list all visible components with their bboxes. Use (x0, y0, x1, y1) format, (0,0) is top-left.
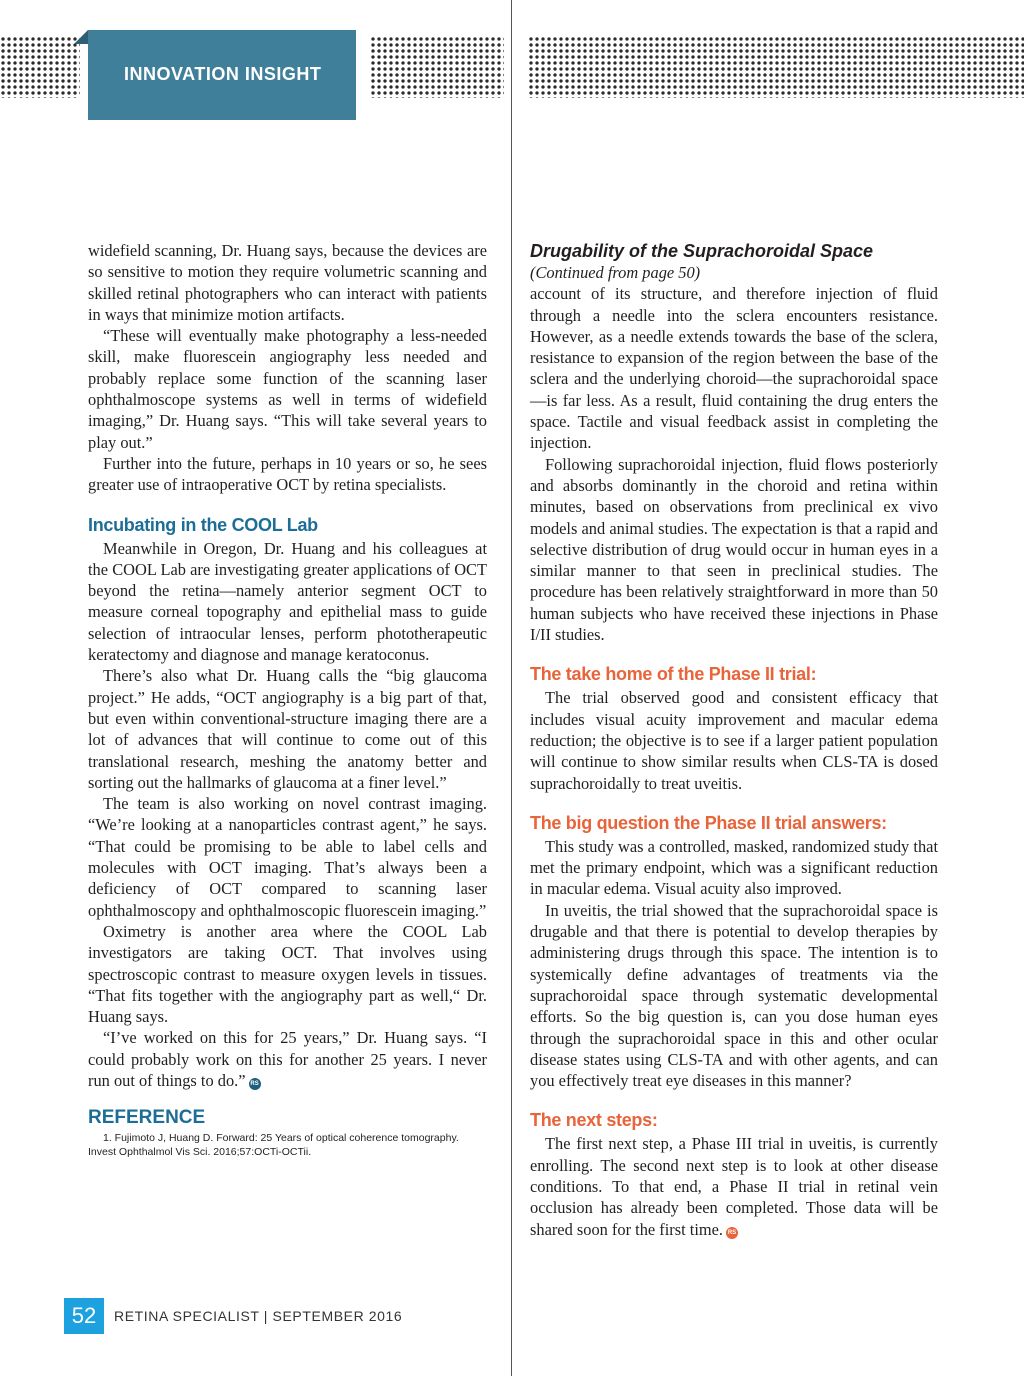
closing-paragraph-text: “I’ve worked on this for 25 years,” Dr. Huang says. “I could probably work on this for another 25 years. I never run out of things to do.” (88, 1028, 487, 1090)
next-steps-text: The first next step, a Phase III trial in uveitis, is currently enrolling. The second next step is to look at other disease conditions. To that end, a Phase II trial in retinal vein occlusion has already been completed. Those data will be shared soon for the first time. (530, 1134, 938, 1239)
right-column (530, 240, 938, 1240)
paragraph (530, 1133, 938, 1239)
paragraph: This study was a controlled, masked, randomized study that met the primary endpoint, which was a significant reduction in macular edema. Visual acuity also improved. (530, 836, 938, 899)
end-mark-icon: RS (726, 1227, 738, 1239)
reference-text: 1. Fujimoto J, Huang D. Forward: 25 Years of optical coherence tomography. Invest Ophthalmol Vis Sci. 2016;57:OCTi-OCTii. (88, 1132, 459, 1159)
paragraph: account of its structure, and therefore injection of fluid through a needle into the sclera encounters resistance. However, as a needle extends towards the base of the sclera, resistance to expansion of the region between the base of the sclera and the underlying choroid—the suprachoroidal space—is far less. As a result, fluid containing the drug enters the space. Tactile and visual feedback assist in completing the injection. (530, 284, 938, 453)
section-heading-cool-lab: Incubating in the COOL Lab (88, 514, 318, 535)
section-tab-label: INNOVATION INSIGHT (124, 64, 322, 84)
sidebar-title: Drugability of the Suprachoroidal Space (530, 241, 874, 261)
paragraph: The team is also working on novel contrast imaging. “We’re looking at a nanoparticles contrast agent,” he says. “That could be promising to be able to label cells and molecules with OCT imaging. That’s always been a deficiency of OCT compared to scanning laser ophthalmoscopy and ophthalmoscopic fluorescein imaging.” (88, 794, 487, 920)
header-dot-pattern-right (528, 36, 1024, 98)
publication-line: RETINA SPECIALIST | SEPTEMBER 2016 (114, 1308, 403, 1324)
section-heading-big-question: The big question the Phase II trial answers: (530, 812, 887, 833)
paragraph: The trial observed good and consistent efficacy that includes visual acuity improvement and macular edema reduction; the objective is to see if a larger patient population will continue to show similar results when CLS-TA is dosed suprachoroidally to treat uveitis. (530, 688, 938, 793)
closing-paragraph (88, 1027, 487, 1091)
paragraph: There’s also what Dr. Huang calls the “big glaucoma project.” He adds, “OCT angiography is a big part of that, but even within conventional-structure imaging there are a lot of advances that will continue to come out of this translational research, meshing the anatomy better and sorting out the hallmarks of glaucoma at a finer level.” (88, 666, 487, 792)
paragraph: Oximetry is another area where the COOL Lab investigators are taking OCT. That involves using spectroscopic contrast to measure oxygen levels in tissues. “That fits together with the angiography part as well,“ Dr. Huang says. (88, 921, 487, 1027)
continued-note: (Continued from page 50) (530, 263, 701, 282)
paragraph: Following suprachoroidal injection, fluid flows posteriorly and absorbs dominantly in the choroid and retina within minutes, based on observations from preclinical ex vivo models and animal studies. The expectation is that a rapid and selective distribution of drug would occur in human eyes in a similar manner to that seen in preclinical studies. The procedure has been relatively straightforward in more than 50 human subjects who have received these injections in Phase I/II studies. (530, 454, 938, 645)
page-footer (64, 1298, 402, 1334)
section-heading-next-steps: The next steps: (530, 1110, 658, 1131)
page-number: 52 (64, 1298, 104, 1334)
column-divider (511, 0, 512, 1376)
paragraph: Further into the future, perhaps in 10 years or so, he sees greater use of intraoperative OCT by retina specialists. (88, 453, 487, 495)
reference-heading: REFERENCE (88, 1107, 206, 1129)
header-dot-pattern-left (0, 36, 80, 98)
paragraph: Meanwhile in Oregon, Dr. Huang and his colleagues at the COOL Lab are investigating greater applications of OCT beyond the retina—namely anterior segment OCT to measure corneal topography and epithelial mass to guide selection of intraocular lenses, perform phototherapeutic keratectomy and diagnose and manage keratoconus. (88, 538, 487, 665)
section-tab (88, 30, 356, 120)
left-column (88, 240, 487, 1159)
paragraph: “These will eventually make photography a less-needed skill, make fluorescein angiography less needed and probably replace some function of the scanning laser ophthalmoscope systems as well in terms of widefield imaging,” Dr. Huang says. “This will take several years to play out.” (88, 326, 487, 452)
paragraph: In uveitis, the trial showed that the suprachoroidal space is drugable and that there is potential to develop therapies by administering drugs through this space. The intention is to systemically define advantages of treatments via the suprachoroidal space through systematic developmental efforts. So the big question is, can you dose human eyes through the suprachoroidal space in this and other ocular disease states using CLS-TA and with other agents, and can you effectively treat eye diseases in this manner? (530, 900, 938, 1091)
header-dot-pattern-middle (370, 36, 504, 98)
paragraph: widefield scanning, Dr. Huang says, because the devices are so sensitive to motion they require volumetric scanning and skilled retinal photographers who can interact with patients in ways that minimize motion artifacts. (88, 241, 487, 324)
section-heading-take-home: The take home of the Phase II trial: (530, 664, 817, 685)
end-mark-icon: RS (249, 1078, 261, 1090)
